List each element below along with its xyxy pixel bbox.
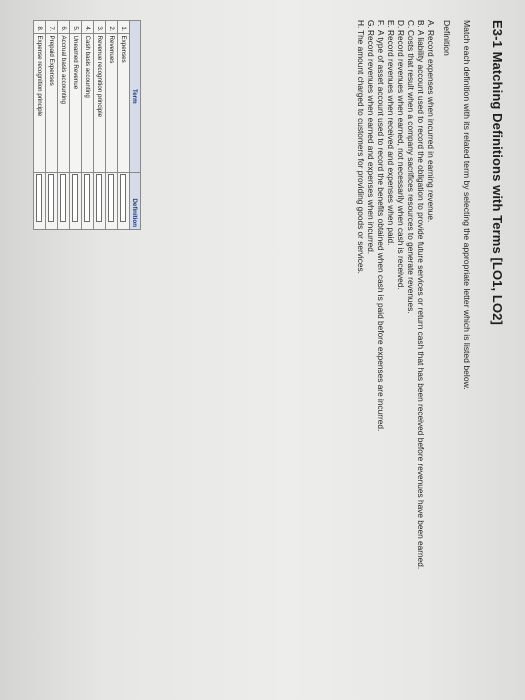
table-row: [46, 21, 58, 230]
answer-input[interactable]: [109, 174, 115, 222]
answer-input[interactable]: [73, 174, 79, 222]
definition-letter: B.: [416, 20, 426, 28]
answer-input[interactable]: [61, 174, 67, 222]
definition-text: The amount charged to customers for providing goods or services.: [356, 30, 366, 274]
definition-column-header: Definition: [130, 172, 141, 229]
answer-cell: [118, 172, 130, 229]
definition-letter: E.: [386, 20, 396, 28]
table-row: [34, 21, 46, 230]
answer-cell: [82, 172, 94, 229]
term-name: Cash basis accounting: [82, 33, 94, 172]
term-number: 5.: [70, 21, 82, 34]
definition-text: Record revenues when earned and expenses when incurred.: [366, 30, 376, 255]
answer-cell: [34, 172, 46, 229]
term-number: 4.: [82, 21, 94, 34]
definition-item: [406, 20, 416, 690]
definition-letter: C.: [406, 20, 416, 29]
table-row: [82, 21, 94, 230]
answer-cell: [58, 172, 70, 229]
definition-letter: D.: [396, 20, 406, 29]
definitions-heading: Definition: [442, 20, 452, 56]
table-row: [118, 21, 130, 230]
definition-item: [396, 20, 406, 690]
definition-item: [416, 20, 426, 690]
definition-text: Record revenues when earned, not necessarily when cash is received.: [396, 30, 406, 290]
definition-letter: F.: [376, 20, 386, 27]
term-name: Expenses: [118, 33, 130, 172]
answer-cell: [70, 172, 82, 229]
answer-cell: [94, 172, 106, 229]
definition-text: Record revenues when received and expenses when paid.: [386, 30, 396, 246]
term-number: 2.: [106, 21, 118, 34]
answer-input[interactable]: [49, 174, 55, 222]
answer-input[interactable]: [85, 174, 91, 222]
definition-item: [366, 20, 376, 690]
definition-item: [356, 20, 366, 690]
answer-input[interactable]: [121, 174, 127, 222]
term-name: Revenue recognition principle: [94, 33, 106, 172]
definition-letter: G.: [366, 20, 376, 29]
term-number: 7.: [46, 21, 58, 34]
term-name: Unearned Revenue: [70, 33, 82, 172]
definition-item: [426, 20, 436, 690]
term-name: Expense recognition principle: [34, 33, 46, 172]
term-name: Accrual basis accounting: [58, 33, 70, 172]
answer-input[interactable]: [37, 174, 43, 222]
page-title: E3-1 Matching Definitions with Terms [LO1, LO2]: [490, 20, 505, 325]
term-number: 6.: [58, 21, 70, 34]
definition-text: A type of asset account used to record the benefits obtained when cash is paid before expenses are incurred.: [376, 30, 386, 432]
definition-item: [376, 20, 386, 690]
table-row: [106, 21, 118, 230]
definition-text: Costs that result when a company sacrifices resources to generate revenues.: [406, 30, 416, 314]
term-number: 1.: [118, 21, 130, 34]
answer-cell: [46, 172, 58, 229]
answer-cell: [106, 172, 118, 229]
definition-text: A liability account used to record the obligation to provide future services or return cash that has been received before revenues have been earned.: [416, 30, 426, 570]
table-row: [70, 21, 82, 230]
definition-letter: A.: [426, 20, 436, 28]
instructions-text: Match each definition with its related term by selecting the appropriate letter which is listed below.: [462, 20, 472, 390]
definition-text: Record expenses when incurred in earning revenue.: [426, 30, 436, 223]
term-column-header: Term: [130, 21, 141, 173]
term-number: 3.: [94, 21, 106, 34]
definitions-list: [356, 20, 436, 690]
definition-letter: H.: [356, 20, 366, 29]
table-header-row: [130, 21, 141, 230]
definition-item: [386, 20, 396, 690]
answer-input[interactable]: [97, 174, 103, 222]
table-row: [94, 21, 106, 230]
term-number: 8.: [34, 21, 46, 34]
term-name: Revenues: [106, 33, 118, 172]
matching-table: [33, 20, 141, 230]
table-row: [58, 21, 70, 230]
term-name: Prepaid Expenses: [46, 33, 58, 172]
